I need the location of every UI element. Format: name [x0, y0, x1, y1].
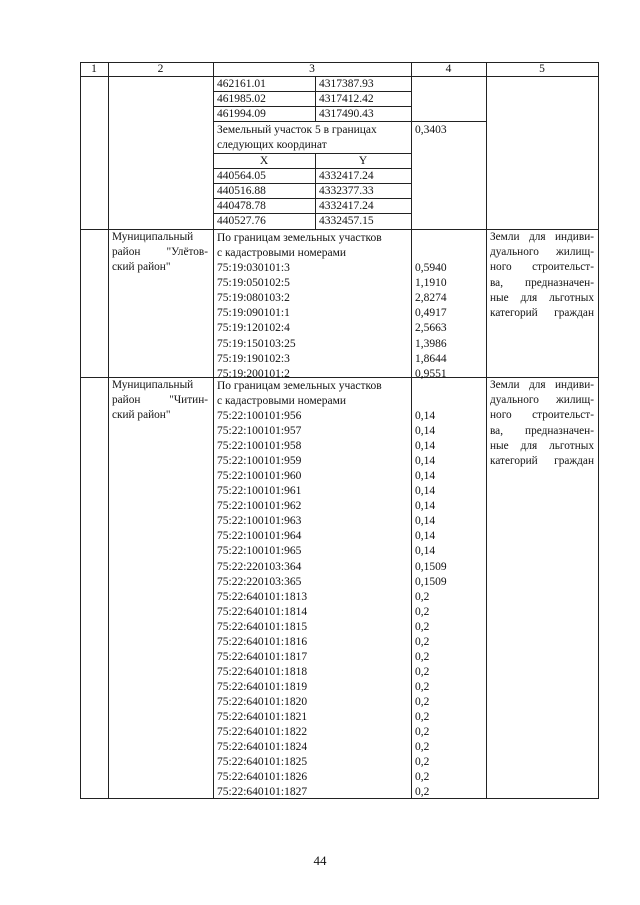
plot-area: 1,1910: [415, 277, 447, 290]
cadastral-number: 75:19:120102:4: [217, 322, 290, 335]
table-divider-col4: [486, 62, 487, 798]
plot-area: 0,2: [415, 650, 430, 663]
cadastral-number: 75:19:150103:25: [217, 337, 296, 350]
plot-area: 1,3986: [415, 337, 447, 350]
plot-area: 0,2: [415, 620, 430, 633]
cadastral-number: 75:22:100101:961: [217, 485, 302, 498]
cadastral-number: 75:22:640101:1820: [217, 695, 308, 708]
block2-desc-line-2: с кадастровыми номерами: [217, 247, 347, 259]
block2-desc-line-1: По границам земельных участков: [217, 232, 382, 244]
plot-area: 1,8644: [415, 352, 447, 365]
block3-desc-line-1: По границам земельных участков: [217, 380, 382, 392]
plot5-title-line-1: Земельный участок 5 в границах: [217, 124, 377, 136]
plot-area: 0,9551: [415, 367, 447, 380]
xy-header-y: Y: [358, 155, 368, 167]
cadastral-number: 75:22:640101:1825: [217, 756, 308, 769]
coord-x: 440564.05: [217, 170, 266, 182]
cadastral-number: 75:22:640101:1826: [217, 771, 308, 784]
plot-area: 0,14: [415, 530, 436, 543]
coord-x: 462161.01: [217, 78, 266, 90]
plot5-title-line-2: следующих координат: [217, 139, 327, 151]
coord-x: 440527.76: [217, 215, 266, 227]
cadastral-number: 75:22:640101:1822: [217, 726, 308, 739]
coord-x: 461985.02: [217, 93, 266, 105]
plot-area: 0,14: [415, 425, 436, 438]
cadastral-number: 75:22:100101:964: [217, 530, 302, 543]
coord-divider-top: [315, 76, 316, 122]
plot-area: 0,4917: [415, 307, 447, 320]
cadastral-number: 75:19:090101:1: [217, 307, 290, 320]
header-col-5: 5: [539, 63, 545, 75]
plot-area: 0,5940: [415, 262, 447, 274]
plot-area: 0,14: [415, 440, 436, 453]
purpose-chitinsky: Земли для индиви- дуального жилищ- ного строительст- ва, предназначен- ные для льготных категорий граждан: [490, 379, 594, 468]
cadastral-number: 75:22:640101:1827: [217, 786, 308, 799]
cadastral-number: 75:22:100101:962: [217, 500, 302, 513]
plot-area: 0,2: [415, 771, 430, 784]
plot-area: 0,2: [415, 635, 430, 648]
district-uletovsky: Муниципальный район "Улётов- ский район": [112, 231, 208, 274]
plot-area: 0,2: [415, 680, 430, 693]
cadastral-number: 75:22:220103:365: [217, 575, 302, 588]
plot-area: 0,2: [415, 741, 430, 754]
table-border-right: [598, 62, 599, 798]
coord-x: 440478.78: [217, 200, 266, 212]
plot-area: 0,14: [415, 470, 436, 483]
cadastral-number: 75:19:200101:2: [217, 367, 290, 380]
plot-area: 0,2: [415, 711, 430, 723]
plot-area: 0,2: [415, 605, 430, 618]
plot-area: 0,2: [415, 665, 430, 678]
cadastral-number: 75:22:640101:1815: [217, 620, 308, 633]
cadastral-number: 75:22:100101:963: [217, 515, 302, 528]
block3-desc-line-2: с кадастровыми номерами: [217, 395, 347, 407]
plot-area: 0,14: [415, 515, 436, 528]
cadastral-number: 75:22:100101:959: [217, 455, 302, 468]
cadastral-number: 75:19:050102:5: [217, 277, 290, 290]
coord-y: 4332377.33: [319, 185, 374, 197]
cadastral-number: 75:19:190102:3: [217, 352, 290, 365]
plot-area: 0,2: [415, 695, 430, 708]
plot-area: 0,2: [415, 786, 430, 799]
plot-area: 0,2: [415, 726, 430, 739]
plot-area: 0,1509: [415, 560, 447, 573]
header-col-3: 3: [309, 63, 315, 75]
cadastral-number: 75:22:100101:965: [217, 545, 302, 558]
cadastral-number: 75:22:640101:1824: [217, 741, 308, 754]
coord-y: 4317387.93: [319, 78, 374, 90]
cadastral-number: 75:19:080103:2: [217, 292, 290, 305]
plot-area: 0,14: [415, 410, 436, 422]
cadastral-number: 75:22:100101:957: [217, 425, 302, 438]
cadastral-number: 75:22:640101:1817: [217, 650, 308, 663]
cadastral-number: 75:22:640101:1813: [217, 590, 308, 603]
purpose-uletovsky: Земли для индиви- дуального жилищ- ного строительст- ва, предназначен- ные для льготных категорий граждан: [490, 231, 594, 320]
coord-y: 4332417.24: [319, 200, 374, 212]
cadastral-number: 75:22:220103:364: [217, 560, 302, 573]
table-divider-col3: [411, 62, 412, 798]
district-chitinsky: Муниципальный район "Читин- ский район": [112, 379, 208, 422]
plot-area: 0,2: [415, 756, 430, 769]
cadastral-number: 75:22:640101:1821: [217, 711, 308, 723]
cadastral-number: 75:19:030101:3: [217, 262, 290, 274]
table-border-bottom: [80, 798, 599, 799]
plot-area: 2,8274: [415, 292, 447, 305]
plot-area: 0,14: [415, 545, 436, 558]
coord-y: 4317412.42: [319, 93, 374, 105]
cadastral-number: 75:22:640101:1816: [217, 635, 308, 648]
plot5-area: 0,3403: [415, 124, 447, 136]
cadastral-number: 75:22:640101:1814: [217, 605, 308, 618]
coord-y: 4317490.43: [319, 108, 374, 120]
cadastral-number: 75:22:640101:1819: [217, 680, 308, 693]
cadastral-number: 75:22:640101:1818: [217, 665, 308, 678]
cadastral-number: 75:22:100101:958: [217, 440, 302, 453]
table-border-left: [80, 62, 81, 798]
cadastral-number: 75:22:100101:956: [217, 410, 302, 422]
cadastral-number: 75:22:100101:960: [217, 470, 302, 483]
plot-area: 0,14: [415, 485, 436, 498]
plot-area: 0,1509: [415, 575, 447, 588]
plot-area: 2,5663: [415, 322, 447, 335]
coord-x: 461994.09: [217, 108, 266, 120]
page-number: 44: [313, 853, 327, 868]
plot-area: 0,14: [415, 455, 436, 468]
header-col-4: 4: [445, 63, 452, 75]
header-col-2: 2: [157, 63, 164, 75]
coord-x: 440516.88: [217, 185, 266, 197]
table-divider-col2: [213, 62, 214, 798]
coord-y: 4332417.24: [319, 170, 374, 182]
xy-header-x: X: [259, 155, 269, 167]
coord-y: 4332457.15: [319, 215, 374, 227]
plot5-title-top-line: [213, 121, 486, 122]
plot-area: 0,14: [415, 500, 436, 513]
table-divider-col1: [108, 62, 109, 798]
plot-area: 0,2: [415, 590, 430, 603]
header-col-1: 1: [91, 63, 97, 75]
